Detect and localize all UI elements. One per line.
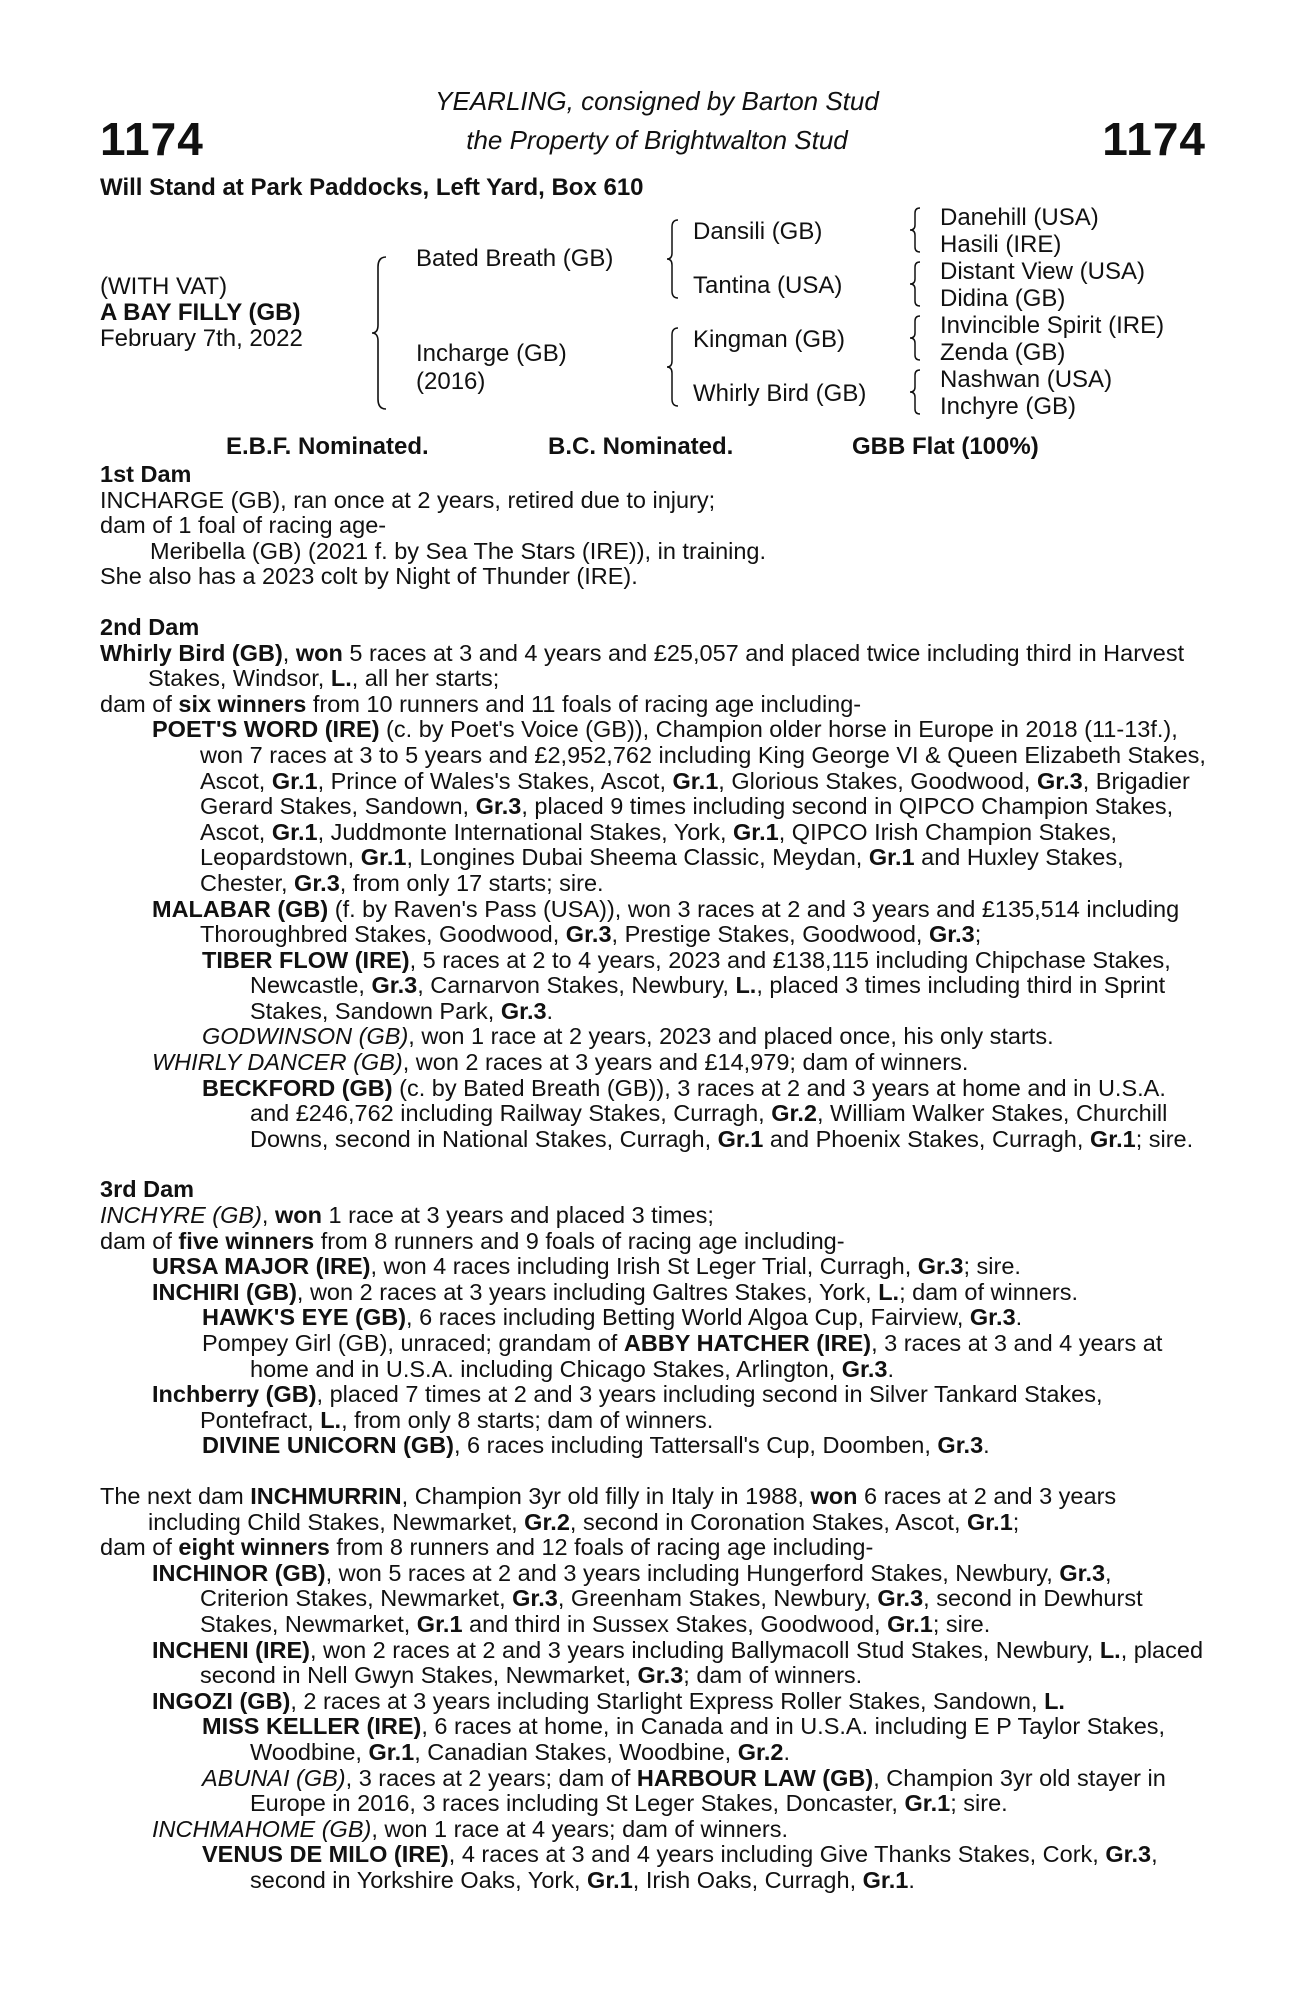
third-dam-heading: 3rd Dam	[100, 1176, 195, 1203]
third-dam-summary: dam of five winners from 8 runners and 9 foals of racing age including-	[100, 1227, 845, 1254]
sire-dam: Tantina (USA)	[693, 272, 843, 299]
entry-poets-word: POET'S WORD (IRE) (c. by Poet's Voice (GB)), Champion older horse in Europe in 2018 (11-13f.), won 7 races at 3 to 5 years and £2,952,762 including King George VI & Queen Elizabeth Stakes, Ascot, Gr.1, Prince of Wales's Stakes, Ascot, Gr.1, Glorious Stakes, Goodwood, Gr.3, Brigadier Gerard Stakes, Sandown, Gr.3, placed 9 times including second in QIPCO Champion Stakes, Ascot, Gr.1, Juddmonte International Stakes, York, Gr.1, QIPCO Irish Champion Stakes, Leopardstown, Gr.1, Longines Dubai Sheema Classic, Meydan, Gr.1 and Huxley Stakes, Chester, Gr.3, from only 17 starts; sire.	[152, 716, 1206, 896]
first-dam-heading: 1st Dam	[100, 461, 192, 487]
entry-miss-keller: MISS KELLER (IRE), 6 races at home, in Canada and in U.S.A. including E P Taylor Stakes, Woodbine, Gr.1, Canadian Stakes, Woodbine, Gr.2.	[202, 1713, 1166, 1765]
lot-number-left: 1174	[100, 113, 204, 165]
stand-location: Will Stand at Park Paddocks, Left Yard, Box 610	[100, 174, 644, 201]
pedigree-brace-sire	[665, 218, 681, 305]
ggp-5: Invincible Spirit (IRE)	[940, 312, 1165, 339]
gbb-flat: GBB Flat (100%)	[852, 433, 1039, 460]
pedigree-brace-dam	[665, 326, 681, 413]
ggp-7: Nashwan (USA)	[940, 366, 1113, 393]
entry-tiber-flow: TIBER FLOW (IRE), 5 races at 2 to 4 years, 2023 and £138,115 including Chipchase Stakes, Newcastle, Gr.3, Carnarvon Stakes, Newbury, L., placed 3 times including third in Sprint Stakes, Sandown Park, Gr.3.	[202, 946, 1171, 1024]
first-dam-produce: Meribella (GB) (2021 f. by Sea The Stars (IRE)), in training.	[150, 537, 767, 564]
entry-ursa-major: URSA MAJOR (IRE), won 4 races including Irish St Leger Trial, Curragh, Gr.3; sire.	[152, 1253, 1021, 1280]
entry-inchinor: INCHINOR (GB), won 5 races at 2 and 3 years including Hungerford Stakes, Newbury, Gr.3, Criterion Stakes, Newmarket, Gr.3, Greenham Stakes, Newbury, Gr.3, second in Dewhurst Stakes, Newmarket, Gr.1 and third in Sussex Stakes, Goodwood, Gr.1; sire.	[152, 1559, 1143, 1637]
vat-note: (WITH VAT)	[100, 273, 228, 300]
dam-sire: Kingman (GB)	[693, 326, 846, 353]
entry-abunai: ABUNAI (GB), 3 races at 2 years; dam of HARBOUR LAW (GB), Champion 3yr old stayer in Europe in 2016, 3 races including St Leger Stakes, Doncaster, Gr.1; sire.	[202, 1764, 1166, 1817]
pedigree-brace-main	[370, 255, 390, 416]
entry-whirly-dancer: WHIRLY DANCER (GB), won 2 races at 3 years and £14,979; dam of winners.	[152, 1049, 969, 1076]
entry-hawks-eye: HAWK'S EYE (GB), 6 races including Betting World Algoa Cup, Fairview, Gr.3.	[202, 1304, 1023, 1331]
ggp-1: Danehill (USA)	[940, 204, 1099, 231]
pedigree-brace-g4	[908, 368, 922, 421]
ggp-6: Zenda (GB)	[940, 339, 1066, 366]
dam-name: Incharge (GB)	[416, 340, 567, 367]
entry-malabar: MALABAR (GB) (f. by Raven's Pass (USA)), won 3 races at 2 and 3 years and £135,514 including Thoroughbred Stakes, Goodwood, Gr.3, Prestige Stakes, Goodwood, Gr.3;	[152, 895, 1180, 948]
ggp-4: Didina (GB)	[940, 285, 1066, 312]
entry-pompey-girl: Pompey Girl (GB), unraced; grandam of ABBY HATCHER (IRE), 3 races at 3 and 4 years at home and in U.S.A. including Chicago Stakes, Arlington, Gr.3.	[202, 1330, 1163, 1382]
produce-record	[100, 462, 1206, 1893]
property-line: the Property of Brightwalton Stud	[466, 125, 848, 155]
first-dam-line: INCHARGE (GB), ran once at 2 years, retired due to injury;	[100, 486, 716, 513]
entry-beckford: BECKFORD (GB) (c. by Bated Breath (GB)), 3 races at 2 and 3 years at home and in U.S.A. and £246,762 including Railway Stakes, Curragh, Gr.2, William Walker Stakes, Churchill Downs, second in National Stakes, Curragh, Gr.1 and Phoenix Stakes, Curragh, Gr.1; sire.	[202, 1074, 1194, 1152]
sire-sire: Dansili (GB)	[693, 218, 823, 245]
horse-dob: February 7th, 2022	[100, 325, 303, 352]
horse-name: A BAY FILLY (GB)	[100, 299, 301, 326]
sire-name: Bated Breath (GB)	[416, 245, 614, 272]
pedigree-brace-g1	[908, 206, 922, 259]
first-dam-note: She also has a 2023 colt by Night of Thunder (IRE).	[100, 563, 638, 590]
pedigree-brace-g3	[908, 314, 922, 367]
entry-inchberry: Inchberry (GB), placed 7 times at 2 and 3 years including second in Silver Tankard Stakes, Pontefract, L., from only 8 starts; dam of winners.	[152, 1381, 1103, 1433]
lot-number-right: 1174	[1102, 113, 1206, 165]
consignor-line: YEARLING, consigned by Barton Stud	[435, 86, 879, 116]
dam-dam: Whirly Bird (GB)	[693, 380, 867, 407]
second-dam-summary: dam of six winners from 10 runners and 11 foals of racing age including-	[100, 690, 862, 717]
dam-year: (2016)	[416, 368, 486, 395]
entry-godwinson: GODWINSON (GB), won 1 race at 2 years, 2023 and placed once, his only starts.	[202, 1023, 1054, 1050]
entry-divine-unicorn: DIVINE UNICORN (GB), 6 races including Tattersall's Cup, Doomben, Gr.3.	[202, 1432, 990, 1459]
entry-incheni: INCHENI (IRE), won 2 races at 2 and 3 years including Ballymacoll Stud Stakes, Newbury, L., placed second in Nell Gwyn Stakes, Newmarket, Gr.3; dam of winners.	[152, 1636, 1204, 1689]
pedigree-brace-g2	[908, 260, 922, 313]
first-dam-foals: dam of 1 foal of racing age-	[100, 512, 387, 539]
entry-venus-de-milo: VENUS DE MILO (IRE), 4 races at 3 and 4 years including Give Thanks Stakes, Cork, Gr.3, second in Yorkshire Oaks, York, Gr.1, Irish Oaks, Curragh, Gr.1.	[202, 1841, 1158, 1893]
next-dam-summary: dam of eight winners from 8 runners and 12 foals of racing age including-	[100, 1534, 874, 1561]
third-dam-intro: INCHYRE (GB), won 1 race at 3 years and placed 3 times;	[100, 1202, 714, 1229]
ggp-8: Inchyre (GB)	[940, 393, 1077, 420]
second-dam-heading: 2nd Dam	[100, 613, 200, 640]
ebf-nomination: E.B.F. Nominated.	[226, 433, 429, 460]
next-dam-intro: The next dam INCHMURRIN, Champion 3yr old filly in Italy in 1988, won 6 races at 2 and 3 years including Child Stakes, Newmarket, Gr.2, second in Coronation Stakes, Ascot, Gr.1;	[100, 1482, 1117, 1535]
bc-nomination: B.C. Nominated.	[548, 433, 734, 460]
second-dam-intro: Whirly Bird (GB), won 5 races at 3 and 4 years and £25,057 and placed twice including third in Harvest Stakes, Windsor, L., all her starts;	[100, 639, 1185, 692]
entry-inchiri: INCHIRI (GB), won 2 races at 3 years including Galtres Stakes, York, L.; dam of winners.	[152, 1278, 1079, 1305]
entry-inchmahome: INCHMAHOME (GB), won 1 race at 4 years; dam of winners.	[152, 1815, 788, 1842]
ggp-3: Distant View (USA)	[940, 258, 1145, 285]
ggp-2: Hasili (IRE)	[940, 231, 1062, 258]
entry-ingozi: INGOZI (GB), 2 races at 3 years including Starlight Express Roller Stakes, Sandown, L.	[152, 1687, 1065, 1714]
